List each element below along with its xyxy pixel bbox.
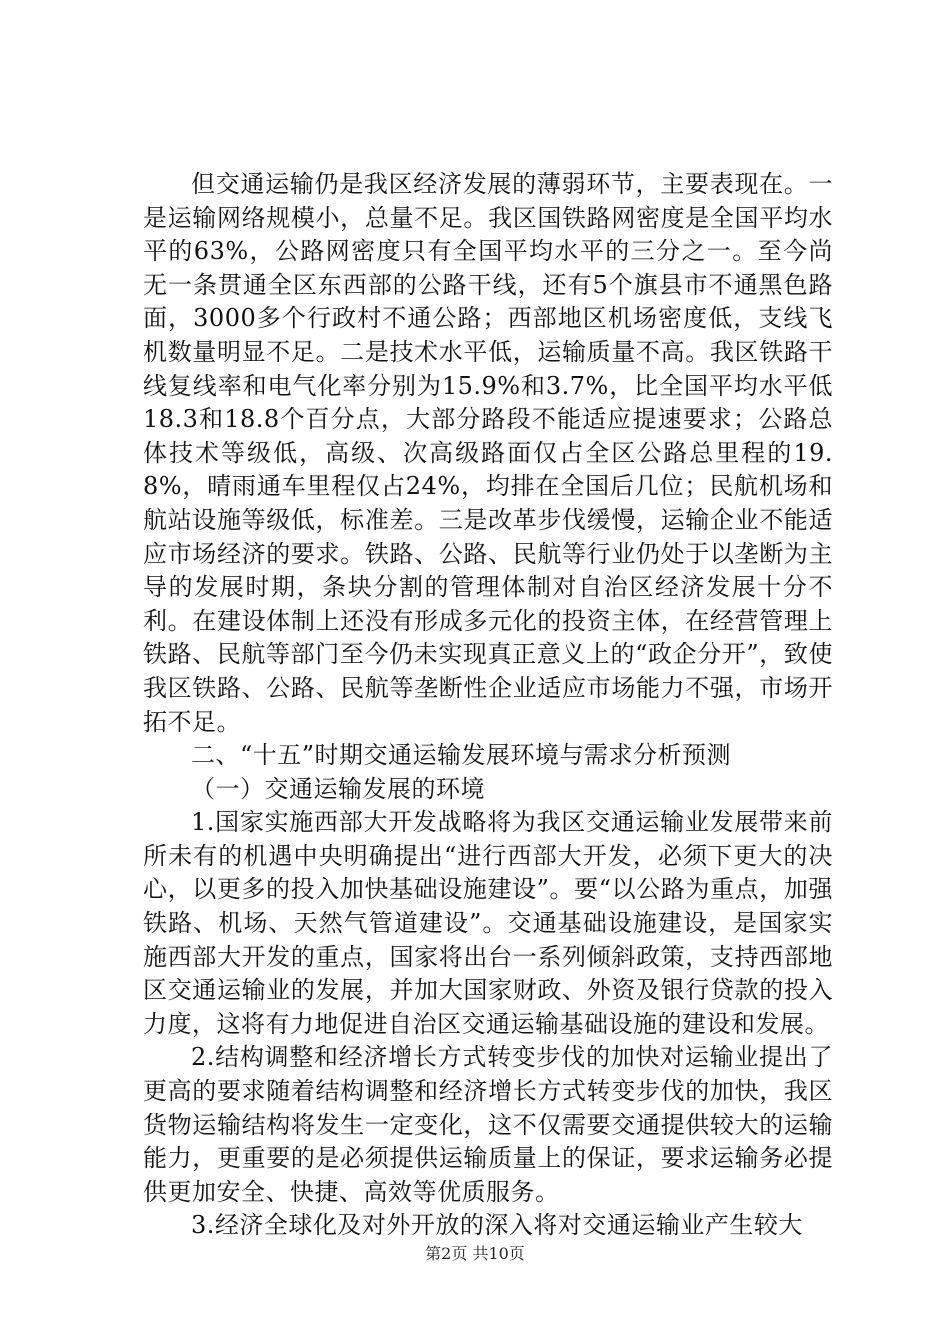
section-heading-environment-demand: 二、“十五”时期交通运输发展环境与需求分析预测 [191, 741, 732, 770]
paragraph-weak-links: 但交通运输仍是我区经济发展的薄弱环节，主要表现在。一是运输网络规模小，总量不足。我区国铁路网密度是全国平均水平的63%，公路网密度只有全国平均水平的三分之一。至今尚无一条贯通全区东西部的公路干线，还有5个旗县市不通黑色路面，3000多个行政村不通公路；西部地区机场密度低，支线飞机数量明显不足。二是技术水平低，运输质量不高。我区铁路干线复线率和电气化率分别为15.9%和3.7%，比全国平均水平低18.3和18.8个百分点，大部分路段不能适应提速要求；公路总体技术等级低，高级、次高级路面仅占全区公路总里程的19.8%，晴雨通车里程仅占24%，均排在全国后几位；民航机场和航站设施等级低，标准差。三是改革步伐缓慢，运输企业不能适应市场经济的要求。铁路、公路、民航等行业仍处于以垄断为主导的发展时期，条块分割的管理体制对自治区经济发展十分不利。在建设体制上还没有形成多元化的投资主体，在经营管理上铁路、民航等部门至今仍未实现真正意义上的“政企分开”，致使我区铁路、公路、民航等垄断性企业适应市场能力不强，市场开拓不足。 [143, 170, 833, 736]
paragraph-western-development: 1.国家实施西部大开发战略将为我区交通运输业发展带来前所未有的机遇中央明确提出“进行西部大开发，必须下更大的决心，以更多的投入加快基础设施建设”。要“以公路为重点，加强铁路、机场、天然气管道建设”。交通基础设施建设，是国家实施西部大开发的重点，国家将出台一系列倾斜政策，支持西部地区交通运输业的发展，并加大国家财政、外资及银行贷款的投入力度，这将有力地促进自治区交通运输基础设施的建设和发展。 [143, 808, 833, 1038]
page-number-footer: 第2页 共10页 [425, 1244, 525, 1263]
paragraph-globalization: 3.经济全球化及对外开放的深入将对交通运输业产生较大 [191, 1211, 803, 1240]
subsection-heading-environment: （一）交通运输发展的环境 [191, 774, 485, 803]
paragraph-structural-adjustment: 2.结构调整和经济增长方式转变步伐的加快对运输业提出了更高的要求随着结构调整和经济增长方式转变步伐的加快，我区货物运输结构将发生一定变化，这不仅需要交通提供较大的运输能力，更重要的是必须提供运输质量上的保证，要求运输务必提供更加安全、快捷、高效等优质服务。 [143, 1043, 833, 1206]
document-body [143, 168, 833, 1243]
